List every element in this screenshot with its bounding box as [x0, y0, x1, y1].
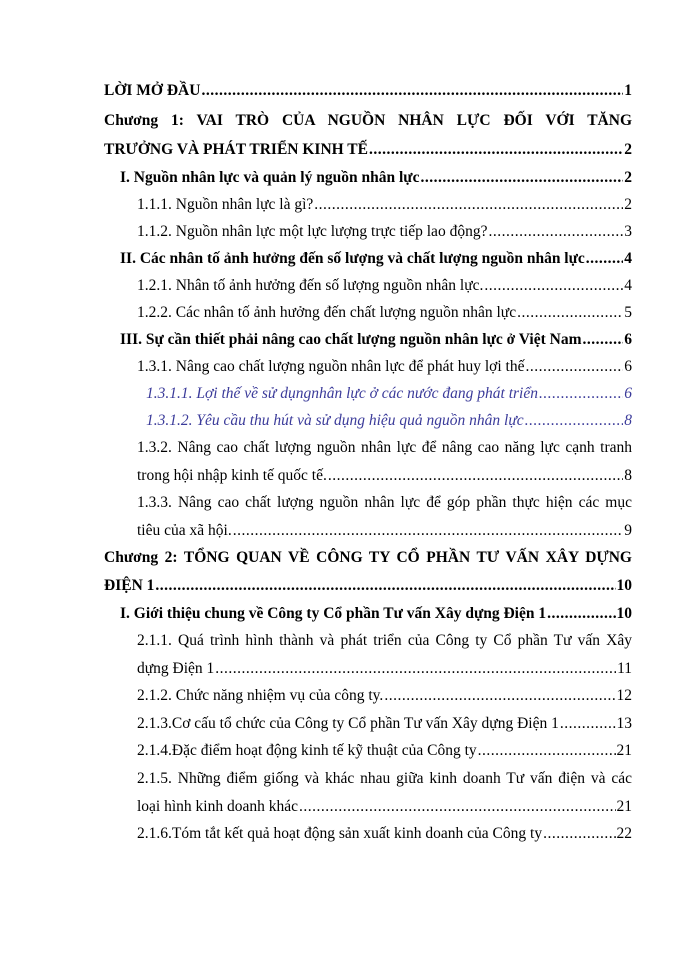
dot-leader: [543, 824, 615, 844]
toc-entry-label: 2.1.6.Tóm tắt kết quả hoạt động sản xuất kinh doanh của Công ty: [137, 825, 543, 842]
toc-entry-section-1-I: [120, 168, 632, 188]
toc-entry-label: loại hình kinh doanh khác: [137, 798, 298, 815]
toc-entry-label: LỜI MỞ ĐẦU: [104, 82, 201, 99]
toc-page-number: 6: [624, 358, 632, 375]
toc-entry-chuong-2-line2: [104, 576, 632, 596]
toc-entry-label: dựng Điện 1: [137, 660, 215, 677]
dot-leader: [484, 276, 623, 296]
dot-leader: [488, 222, 623, 242]
toc-entry-label: ĐIỆN 1: [104, 577, 155, 594]
toc-page-number: 6: [624, 385, 632, 402]
dot-leader: [328, 466, 623, 486]
toc-entry-label: II. Các nhân tố ảnh hưởng đến số lượng và chất lượng nguồn nhân lực: [120, 250, 585, 267]
dot-leader: [586, 249, 623, 269]
toc-entry-label: 1.3.1.2. Yêu cầu thu hút và sử dụng hiệu quả nguồn nhân lực: [146, 412, 524, 429]
toc-page-number: 10: [616, 605, 632, 622]
toc-entry-2-1-1-line2: [137, 659, 632, 679]
toc-entry-2-1-5-line2: [137, 797, 632, 817]
toc-entry-chuong-1-line2: [104, 140, 632, 160]
toc-entry-label: 2.1.5. Những điểm giống và khác nhau giữa kinh doanh Tư vấn điện và các: [137, 770, 632, 787]
toc-page-number: 2: [624, 169, 632, 186]
toc-entry-section-1-II: [120, 249, 632, 269]
toc-entry-label: 2.1.1. Quá trình hình thành và phát triển của Công ty Cổ phần Tư vấn Xây: [137, 632, 632, 649]
toc-entry-label: TRƯỞNG VÀ PHÁT TRIỂN KINH TẾ: [104, 141, 368, 158]
dot-leader: [547, 604, 615, 624]
toc-entry-chuong-1-line1: [104, 111, 632, 131]
toc-entry-label: 1.1.2. Nguồn nhân lực một lực lượng trực tiếp lao động?: [137, 223, 488, 240]
dot-leader: [299, 797, 616, 817]
toc-entry-1-1-1: [137, 195, 632, 215]
toc-page-number: 5: [624, 304, 632, 321]
toc-page-number: 9: [624, 522, 632, 539]
toc-page-number: 8: [624, 412, 632, 429]
toc-entry-2-1-5-line1: [137, 769, 632, 789]
toc-page-number: 4: [624, 277, 632, 294]
toc-entry-1-2-1: [137, 276, 632, 296]
toc-entry-2-1-6: [137, 824, 632, 844]
toc-entry-1-3-3-line1: [137, 493, 632, 513]
dot-leader: [233, 521, 624, 541]
toc-page-number: 12: [616, 687, 632, 704]
toc-entry-label: 1.1.1. Nguồn nhân lực là gì?: [137, 196, 314, 213]
toc-entry-label: 2.1.4.Đặc điểm hoạt động kinh tế kỹ thuật của Công ty: [137, 742, 477, 759]
dot-leader: [215, 659, 616, 679]
toc-page-number: 22: [616, 825, 632, 842]
toc-entry-label: Chương 2: TỔNG QUAN VỀ CÔNG TY CỔ PHẦN TƯ VẤN XÂY DỰNG: [104, 549, 632, 566]
toc-entry-1-1-2: [137, 222, 632, 242]
toc-page-number: 21: [616, 742, 632, 759]
toc-page-number: 4: [624, 250, 632, 267]
toc-entry-label: 1.2.1. Nhân tố ảnh hưởng đến số lượng nguồn nhân lực.: [137, 277, 484, 294]
toc-entry-2-1-4: [137, 741, 632, 761]
dot-leader: [539, 384, 623, 404]
dot-leader: [201, 81, 623, 101]
toc-entry-label: 1.3.2. Nâng cao chất lượng nguồn nhân lực để nâng cao năng lực cạnh tranh: [137, 439, 632, 456]
toc-entry-label: III. Sự cần thiết phải nâng cao chất lượng nguồn nhân lực ở Việt Nam: [120, 331, 582, 348]
toc-entry-label: I. Nguồn nhân lực và quản lý nguồn nhân lực: [120, 169, 420, 186]
dot-leader: [525, 357, 623, 377]
toc-entry-2-1-1-line1: [137, 631, 632, 651]
dot-leader: [314, 195, 623, 215]
toc-entry-1-2-2: [137, 303, 632, 323]
toc-entry-1-3-1-1: [146, 384, 632, 404]
toc-page-number: 3: [624, 223, 632, 240]
toc-entry-2-1-2: [137, 686, 632, 706]
toc-entry-label: 1.3.1.1. Lợi thế về sử dụngnhân lực ở các nước đang phát triển: [146, 385, 538, 402]
toc-entry-section-2-I: [120, 604, 632, 624]
toc-page-number: 1: [624, 82, 632, 99]
dot-leader: [384, 686, 615, 706]
toc-page-number: 2: [624, 141, 632, 158]
toc-entry-label: 2.1.3.Cơ cấu tổ chức của Công ty Cổ phần Tư vấn Xây dựng Điện 1: [137, 715, 559, 732]
toc-entry-chuong-2-line1: [104, 548, 632, 568]
dot-leader: [155, 576, 615, 596]
toc-entry-label: tiêu của xã hội.: [137, 522, 232, 539]
toc-page-number: 2: [624, 196, 632, 213]
toc-entry-label: Chương 1: VAI TRÒ CỦA NGUỒN NHÂN LỰC ĐỐI VỚI TĂNG: [104, 112, 632, 129]
toc-entry-2-1-3: [137, 714, 632, 734]
toc-page-number: 6: [624, 331, 632, 348]
toc-entry-label: 1.3.1. Nâng cao chất lượng nguồn nhân lực để phát huy lợi thế: [137, 358, 525, 375]
toc-page-number: 8: [624, 467, 632, 484]
toc-entry-loi-mo-dau: [104, 81, 632, 101]
dot-leader: [369, 140, 623, 160]
toc-entry-label: I. Giới thiệu chung về Công ty Cổ phần Tư vấn Xây dựng Điện 1: [120, 605, 547, 622]
dot-leader: [478, 741, 616, 761]
toc-entry-label: trong hội nhập kinh tế quốc tế.: [137, 467, 327, 484]
toc-entry-label: 1.2.2. Các nhân tố ảnh hưởng đến chất lượng nguồn nhân lực: [137, 304, 517, 321]
toc-entry-1-3-1-2: [146, 411, 632, 431]
toc-entry-1-3-2-line1: [137, 438, 632, 458]
dot-leader: [525, 411, 624, 431]
toc-entry-label: 1.3.3. Nâng cao chất lượng nguồn nhân lực để góp phần thực hiện các mục: [137, 494, 632, 511]
dot-leader: [420, 168, 623, 188]
toc-entry-1-3-2-line2: [137, 466, 632, 486]
toc-page-number: 21: [616, 798, 632, 815]
toc-entry-1-3-3-line2: [137, 521, 632, 541]
toc-entry-1-3-1: [137, 357, 632, 377]
toc-entry-label: 2.1.2. Chức năng nhiệm vụ của công ty.: [137, 687, 384, 704]
toc-page-number: 11: [617, 660, 632, 677]
toc-page-number: 10: [616, 577, 632, 594]
dot-leader: [583, 330, 624, 350]
toc-page-number: 13: [616, 715, 632, 732]
toc-entry-section-1-III: [120, 330, 632, 350]
dot-leader: [560, 714, 616, 734]
dot-leader: [517, 303, 623, 323]
